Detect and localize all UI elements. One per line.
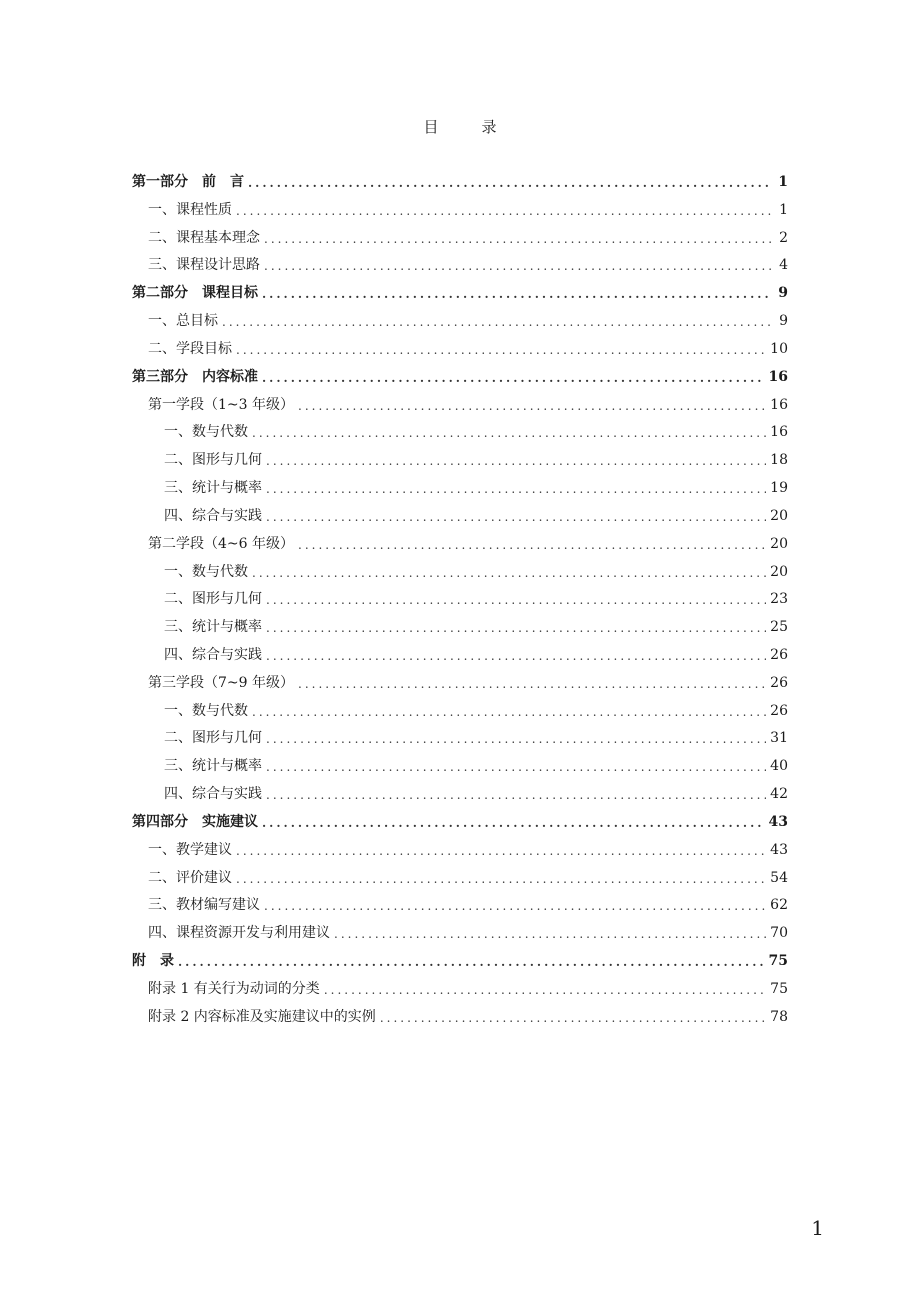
toc-leader-dots (236, 205, 772, 217)
toc-entry-page: 20 (770, 563, 788, 580)
toc-entry-label: 二、课程基本理念 (148, 229, 260, 246)
toc-entry-label: 第一学段（1~3 年级） (148, 396, 294, 413)
toc-entry-label: 第一部分 前 言 (132, 173, 244, 190)
toc-entry-page: 26 (770, 702, 788, 719)
toc-leader-dots (262, 288, 772, 300)
toc-entry-label: 附录 1 有关行为动词的分类 (148, 980, 320, 997)
toc-entry-page: 75 (768, 953, 788, 970)
toc-entry[interactable] (132, 502, 788, 530)
toc-leader-dots (236, 845, 766, 857)
toc-leader-dots (236, 873, 766, 885)
toc-leader-dots (266, 483, 766, 495)
toc-leader-dots (266, 789, 766, 801)
toc-entry-page: 75 (770, 980, 788, 997)
toc-entry[interactable] (132, 836, 788, 864)
toc-entry-page: 23 (770, 591, 788, 608)
toc-leader-dots (380, 1012, 766, 1024)
toc-leader-dots (248, 177, 772, 189)
toc-entry-label: 第三学段（7~9 年级） (148, 674, 294, 691)
toc-entry[interactable] (132, 975, 788, 1003)
toc-leader-dots (266, 761, 766, 773)
toc-entry[interactable] (132, 558, 788, 586)
toc-entry[interactable] (132, 919, 788, 947)
toc-leader-dots (266, 594, 766, 606)
toc-entry-label: 一、数与代数 (164, 702, 248, 719)
toc-entry-label: 一、课程性质 (148, 201, 232, 218)
toc-leader-dots (252, 706, 766, 718)
toc-entry-page: 78 (770, 1008, 788, 1025)
toc-entry-page: 25 (770, 619, 788, 636)
toc-entry-label: 附 录 (132, 953, 174, 970)
toc-entry-label: 三、统计与概率 (164, 480, 262, 497)
toc-entry[interactable] (132, 446, 788, 474)
toc-entry[interactable] (132, 335, 788, 363)
toc-entry[interactable] (132, 418, 788, 446)
toc-entry[interactable] (132, 307, 788, 335)
toc-entry-page: 1 (779, 201, 788, 218)
toc-leader-dots (334, 928, 766, 940)
toc-entry-label: 第三部分 内容标准 (132, 368, 258, 385)
toc-entry-label: 一、数与代数 (164, 563, 248, 580)
toc-entry-page: 20 (770, 535, 788, 552)
toc-entry-page: 9 (778, 285, 788, 302)
toc-entry-page: 4 (779, 257, 788, 274)
toc-title: 目 录 (423, 118, 511, 136)
toc-entry-label: 二、图形与几何 (164, 730, 262, 747)
toc-entry-label: 一、总目标 (148, 313, 218, 330)
toc-entry[interactable] (132, 808, 788, 836)
toc-entry[interactable] (132, 892, 788, 920)
toc-list (132, 168, 788, 1031)
toc-entry-label: 二、评价建议 (148, 869, 232, 886)
toc-entry-page: 19 (770, 480, 788, 497)
toc-entry-page: 9 (779, 313, 788, 330)
toc-entry-label: 一、教学建议 (148, 841, 232, 858)
toc-entry[interactable] (132, 780, 788, 808)
toc-entry-label: 第二学段（4~6 年级） (148, 535, 294, 552)
toc-entry[interactable] (132, 725, 788, 753)
toc-leader-dots (298, 678, 766, 690)
toc-entry-page: 2 (779, 229, 788, 246)
toc-entry-page: 31 (770, 730, 788, 747)
toc-leader-dots (222, 316, 772, 328)
toc-entry[interactable] (132, 474, 788, 502)
toc-entry[interactable] (132, 1003, 788, 1031)
toc-entry-label: 二、图形与几何 (164, 452, 262, 469)
toc-entry[interactable] (132, 363, 788, 391)
toc-entry[interactable] (132, 585, 788, 613)
toc-entry[interactable] (132, 530, 788, 558)
toc-entry-label: 四、综合与实践 (164, 507, 262, 524)
toc-leader-dots (264, 260, 772, 272)
toc-entry-page: 16 (770, 396, 788, 413)
page-number: 1 (811, 1216, 824, 1240)
toc-entry[interactable] (132, 641, 788, 669)
toc-entry-label: 第四部分 实施建议 (132, 813, 258, 830)
toc-entry-label: 二、学段目标 (148, 340, 232, 357)
toc-leader-dots (178, 956, 765, 968)
toc-entry-page: 43 (768, 813, 788, 830)
toc-leader-dots (266, 455, 766, 467)
toc-entry-page: 26 (770, 646, 788, 663)
toc-leader-dots (324, 984, 766, 996)
toc-entry-label: 一、数与代数 (164, 424, 248, 441)
toc-entry-label: 三、统计与概率 (164, 758, 262, 775)
toc-leader-dots (264, 900, 766, 912)
toc-entry-label: 四、综合与实践 (164, 786, 262, 803)
toc-entry-label: 第二部分 课程目标 (132, 285, 258, 302)
toc-leader-dots (262, 372, 765, 384)
toc-entry-label: 四、综合与实践 (164, 646, 262, 663)
toc-entry-page: 26 (770, 674, 788, 691)
toc-leader-dots (298, 539, 766, 551)
toc-entry[interactable] (132, 196, 788, 224)
toc-entry-page: 1 (778, 173, 788, 190)
toc-leader-dots (298, 400, 766, 412)
toc-entry[interactable] (132, 752, 788, 780)
toc-leader-dots (264, 233, 772, 245)
toc-entry[interactable] (132, 864, 788, 892)
toc-entry[interactable] (132, 279, 788, 307)
toc-entry-page: 70 (770, 925, 788, 942)
toc-entry[interactable] (132, 391, 788, 419)
toc-entry[interactable] (132, 168, 788, 196)
toc-entry[interactable] (132, 251, 788, 279)
toc-entry-label: 三、统计与概率 (164, 619, 262, 636)
toc-leader-dots (266, 622, 766, 634)
toc-entry-label: 附录 2 内容标准及实施建议中的实例 (148, 1008, 376, 1025)
toc-leader-dots (252, 567, 766, 579)
toc-entry-label: 三、教材编写建议 (148, 897, 260, 914)
toc-entry-label: 三、课程设计思路 (148, 257, 260, 274)
toc-entry-page: 16 (770, 424, 788, 441)
toc-leader-dots (266, 733, 766, 745)
toc-entry-page: 20 (770, 507, 788, 524)
toc-leader-dots (266, 650, 766, 662)
toc-entry-label: 二、图形与几何 (164, 591, 262, 608)
toc-entry-page: 40 (770, 758, 788, 775)
toc-entry[interactable] (132, 697, 788, 725)
toc-entry-page: 10 (770, 340, 788, 357)
toc-leader-dots (236, 344, 766, 356)
toc-entry-page: 62 (770, 897, 788, 914)
toc-entry-page: 42 (770, 786, 788, 803)
toc-leader-dots (252, 427, 766, 439)
toc-entry-page: 43 (770, 841, 788, 858)
toc-entry-page: 18 (770, 452, 788, 469)
toc-entry[interactable] (132, 947, 788, 975)
toc-leader-dots (266, 511, 766, 523)
toc-leader-dots (262, 817, 765, 829)
toc-entry[interactable] (132, 669, 788, 697)
toc-entry[interactable] (132, 224, 788, 252)
toc-entry-page: 16 (768, 368, 788, 385)
toc-entry[interactable] (132, 613, 788, 641)
toc-entry-page: 54 (770, 869, 788, 886)
toc-entry-label: 四、课程资源开发与利用建议 (148, 925, 330, 942)
